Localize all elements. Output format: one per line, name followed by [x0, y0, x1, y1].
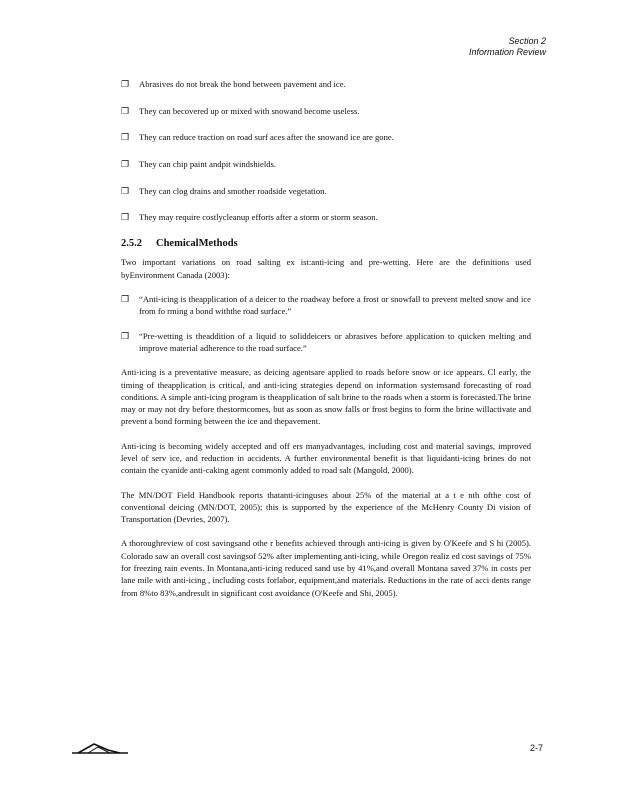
section-number: 2.5.2 — [121, 238, 142, 250]
section-title: ChemicalMethods — [156, 238, 238, 250]
bullet-icon: ❒ — [121, 132, 130, 143]
body-paragraph: A thoroughreview of cost savingsand othe r benefits achieved through anti-icing is given by O'Keefe and S hi (2005). Colorado saw an overall cost savingsof 52% after implementing anti-icing, while Oregon realiz ed cost savings of 75% for freezing rain events. In Montana,anti-icing reduced sand use by 41%,and overall Montana saved 37% in costs per lane mile with anti-icing , including costs forlabor, equipment,and materials. Reductions in the rate of acci dents range from 8%to 83%,andresult in significant cost avoidance (O'Keefe and Shi, 2005). — [121, 538, 531, 598]
page-number: 2-7 — [529, 743, 543, 753]
section-heading — [121, 238, 531, 250]
header-title: Information Review — [468, 47, 546, 57]
list-item: ❒ They can chip paint andpit windshields. — [121, 159, 276, 170]
list-item: ❒ “Pre-wetting is theaddition of a liquid to soliddeicers or abrasives before application to quicken melting and improve material adherence to the road surface.” — [121, 330, 531, 353]
list-item: ❒ They can becovered up or mixed with snowand become useless. — [121, 105, 360, 116]
bullet-icon: ❒ — [121, 79, 130, 89]
abrasives-drawbacks-list — [121, 78, 531, 224]
bullet-icon: ❒ — [121, 330, 130, 341]
list-item: ❒ They can reduce traction on road surf aces after the snowand ice are gone. — [121, 132, 394, 143]
definitions-list — [121, 293, 531, 354]
document-body — [121, 78, 531, 611]
body-paragraph: Anti-icing is a preventative measure, as deicing agentsare applied to roads before snow or ice appears. Cl early, the timing of theapplication is critical, and anti-icing strategies depend on information systemsand forecasting of road conditions. A simple anti-icing program is theapplication of salt brine to the roads when a storm is forecasted.The brine may or may not dry before thestormcomes, but as soon as snow falls or frost begins to form the brine willactivate and prevent a bond forming between the ice and thepavement. — [121, 367, 532, 427]
bullet-icon: ❒ — [121, 212, 130, 223]
list-item: ❒ They can clog drains and smother roadside vegetation. — [121, 185, 327, 196]
bullet-icon: ❒ — [121, 105, 130, 116]
list-item: ❒ They may require costlycleanup efforts after a storm or storm season. — [121, 212, 378, 223]
header-section: Section 2 — [508, 36, 546, 46]
mountain-logo-icon — [72, 741, 128, 760]
intro-paragraph: Two important variations on road salting ex ist:anti-icing and pre-wetting. Here are the definitions used byEnvironment Canada (2003): — [121, 257, 531, 280]
bullet-icon: ❒ — [121, 159, 130, 170]
bullet-icon: ❒ — [121, 185, 130, 196]
body-paragraph: Anti-icing is becoming widely accepted and off ers manyadvantages, including cost and material savings, improved level of serv ice, and reduction in accidents. A further environmental benefit is that liquidanti-icing brines do not contain the cyanide anti-caking agent commonly added to road salt (Mangold, 2000). — [121, 440, 531, 476]
bullet-icon: ❒ — [121, 294, 130, 305]
body-paragraph: The MN/DOT Field Handbook reports thatanti-icinguses about 25% of the material at a t e nth ofthe cost of conventional deicing (MN/DOT, 2005); this is supported by the experience of the McHenry County Di vision of Transportation (Devries, 2007). — [121, 489, 531, 525]
list-item: ❒ Abrasives do not break the bond between pavement and ice. — [121, 79, 346, 89]
running-header — [469, 36, 546, 58]
list-item: ❒ “Anti-icing is theapplication of a deicer to the roadway before a frost or snowfall to prevent melted snow and ice from fo rming a bond withthe road surface.” — [121, 294, 531, 317]
